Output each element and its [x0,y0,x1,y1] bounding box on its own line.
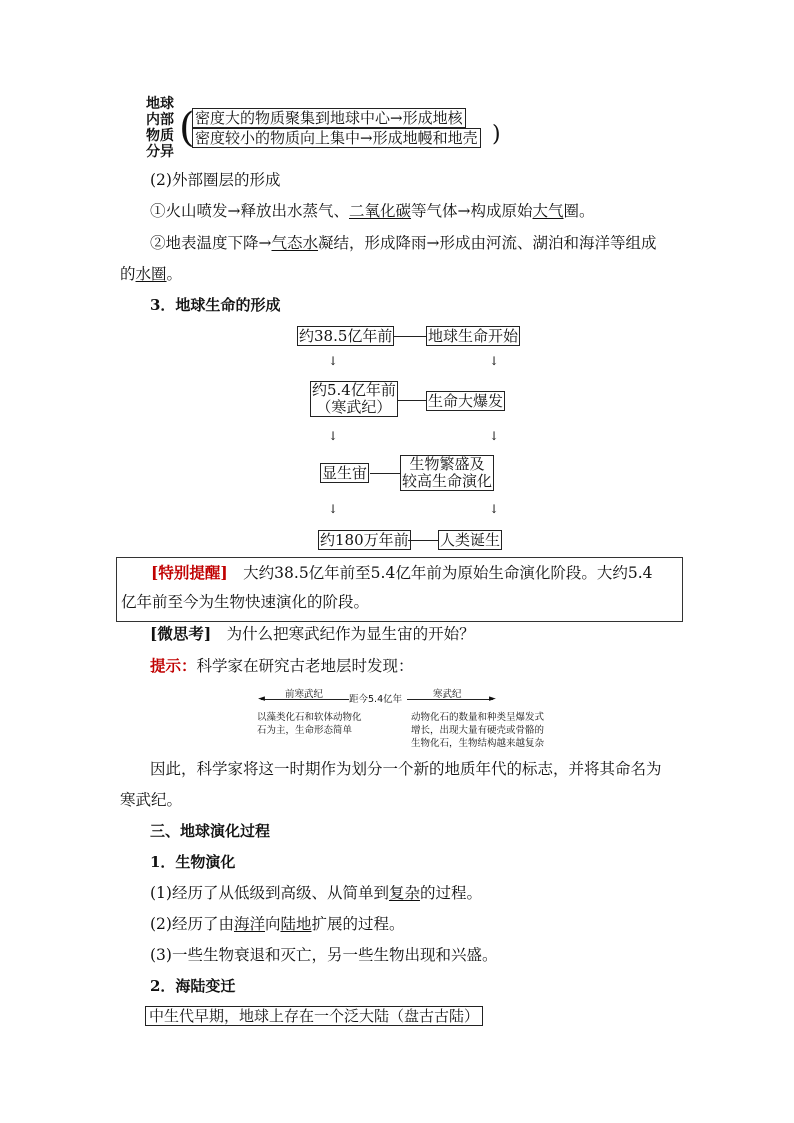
connector-2 [397,400,426,401]
node-explosion: 生命大爆发 [428,392,504,410]
outer-item2-line2: 的水圈。 [120,265,183,283]
life-heading: 3．地球生命的形成 [150,296,281,314]
inner-differentiation-block [146,96,506,162]
left-arrowhead-icon: ◄ [258,694,265,704]
notice-line2: 亿年前至今为生物快速演化的阶段。 [121,593,370,611]
connector-3 [370,473,400,474]
section3-p2: (2)经历了由海洋向陆地扩展的过程。 [150,915,405,933]
conclusion-line2: 寒武纪。 [120,791,183,809]
section3-p1: (1)经历了从低级到高级、从简单到复杂的过程。 [150,884,482,902]
hint-line: 提示：科学家在研究古老地层时发现： [150,656,414,675]
arrow-down-icon: ↓ [489,502,500,516]
hint-tag: 提示： [150,656,197,675]
notice-line1: [特别提醒] 大约38.5亿年前至5.4亿年前为原始生命演化阶段。大约5.4 [151,563,653,582]
node-flourish: 生物繁盛及 较高生命演化 [402,455,493,490]
block-left-label [146,96,180,160]
outer-item2: ②地表温度下降→气态水凝结，形成降雨→形成由河流、湖泊和海洋等组成 [150,234,657,252]
think-tag: [微思考] [150,624,212,643]
node-38-5: 约38.5亿年前 [299,327,393,345]
special-notice-box [116,557,683,622]
right-title: 寒武纪 [433,689,462,700]
notice-tag: [特别提醒] [151,563,228,582]
left-bracket: ( [179,105,195,151]
section3-p3: (3)一些生物衰退和灭亡，另一些生物出现和兴盛。 [150,946,498,964]
connector-4 [408,540,438,541]
left-title: 前寒武纪 [285,689,324,700]
row2-text: 密度较小的物质向上集中→形成地幔和地壳 [192,128,481,148]
left-char-2: 内部 [146,112,174,128]
arrow-down-icon: ↓ [328,429,339,443]
section3-sub1: 1．生物演化 [150,853,236,871]
arrow-down-icon: ↓ [489,354,500,368]
row1-text: 密度大的物质聚集到地球中心→形成地核 [192,108,466,128]
conclusion-line1: 因此，科学家将这一时期作为划分一个新的地质年代的标志，并将其命名为 [150,760,662,778]
arrow-down-icon: ↓ [328,502,339,516]
section3-heading: 三、地球演化过程 [150,822,271,840]
center-label: 距今5.4亿年 [349,694,403,705]
left-char-1: 地球 [146,96,174,112]
section3-sub2: 2．海陆变迁 [150,977,236,995]
node-5-4: 约5.4亿年前 （寒武纪） [312,381,396,416]
arrow-down-icon: ↓ [489,429,500,443]
arrow-down-icon: ↓ [328,354,339,368]
node-life-start: 地球生命开始 [428,327,519,345]
right-desc-3: 生物化石，生物结构越来越复杂 [411,738,545,749]
outer-item1: ①火山喷发→释放出水蒸气、二氧化碳等气体→构成原始大气圈。 [150,202,595,220]
right-arrowhead-icon: ► [489,694,496,704]
node-human: 人类诞生 [440,531,501,549]
node-180w: 约180万年前 [320,531,409,549]
connector-1 [394,336,426,337]
left-desc-1: 以藻类化石和软体动物化 [257,712,362,723]
left-arrow-line [261,699,349,700]
right-desc-2: 增长，出现大量有硬壳或骨骼的 [411,725,545,736]
left-char-3: 物质 [146,128,174,144]
left-char-4: 分异 [146,144,174,160]
cambrian-diagram [255,688,575,750]
right-bracket: ) [492,122,501,147]
outer-heading: (2)外部圈层的形成 [150,171,281,189]
right-arrow-line [407,699,493,700]
node-phanerozoic: 显生宙 [322,464,368,482]
left-desc-2: 石为主，生命形态简单 [257,725,353,736]
right-desc-1: 动物化石的数量和种类呈爆发式 [411,712,545,723]
pangaea-box: 中生代早期，地球上存在一个泛大陆（盘古古陆） [145,1006,483,1026]
think-question: [微思考] 为什么把寒武纪作为显生宙的开始？ [150,624,475,643]
